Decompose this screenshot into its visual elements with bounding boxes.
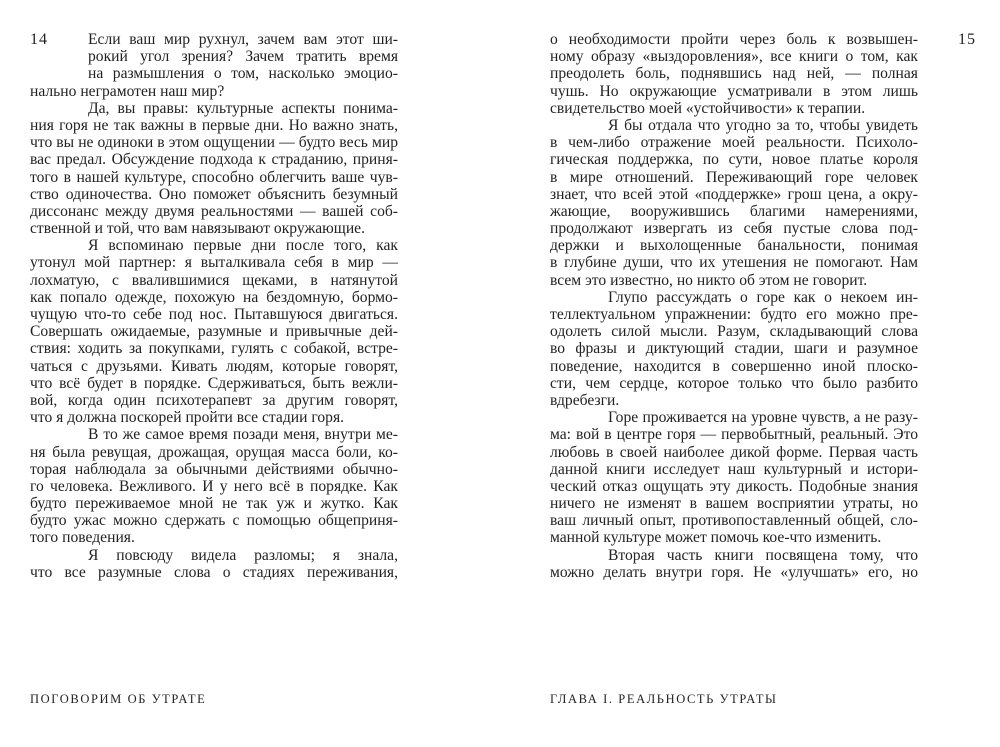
text-line: будто переживаемое мной не так уж и жутко. Как xyxy=(30,495,398,513)
text-line: нально неграмотен наш мир? xyxy=(30,82,225,100)
text-line: знает, что всей этой «поддержке» грош цена, а окру- xyxy=(550,185,918,203)
text-line: Я вспоминаю первые дни после того, как xyxy=(88,237,398,255)
text-line: данной книги исследует наш культурный и истори- xyxy=(550,460,918,478)
text-line: что всё будет в порядке. Сдерживаться, быть вежли- xyxy=(30,374,398,392)
text-line: ственной и той, что вам навязывают окружающие. xyxy=(30,220,365,238)
body-text xyxy=(550,31,918,581)
text-line: го человека. Вежливого. И у него всё в порядке. Как xyxy=(30,477,398,495)
text-line: как попало одежде, похожую на бездомную, бормо- xyxy=(30,288,398,306)
running-footer: ПОГОВОРИМ ОБ УТРАТЕ xyxy=(30,692,207,706)
text-line: преодолеть боль, поднявшись над ней, — полная xyxy=(550,65,918,83)
text-line: В то же самое время позади меня, внутри ме- xyxy=(88,426,398,444)
text-line: в мире отношений. Переживающий горе человек xyxy=(550,168,918,186)
page-number: 14 xyxy=(30,31,48,48)
text-line: Вторая часть книги посвящена тому, что xyxy=(608,546,918,564)
text-line: продолжают извергать из себя пустые слова под- xyxy=(550,220,918,238)
text-line: Совершать ожидаемые, разумные и привычные дей- xyxy=(30,323,398,341)
text-line: можно делать внутри горя. Не «улучшать» его, но xyxy=(550,563,918,581)
text-line: на размышления о том, насколько эмоцио- xyxy=(88,65,398,83)
text-line: гическая поддержка, по сути, новое платье короля xyxy=(550,151,918,169)
text-line: ному образу «выздоровления», все книги о том, как xyxy=(550,48,918,66)
text-line: теллектуальном упражнении: будто его можно пре- xyxy=(550,306,918,323)
text-line: будто ужас можно сдержать с помощью общеприня- xyxy=(30,512,398,530)
text-line: утонул мой партнер: я выталкивала себя в мир — xyxy=(30,254,398,272)
page-number: 15 xyxy=(958,31,976,48)
running-footer: ГЛАВА I. РЕАЛЬНОСТЬ УТРАТЫ xyxy=(550,692,778,706)
text-line: ческий отказ ощущать эту дикость. Подобные знания xyxy=(550,477,918,495)
text-line: торая наблюдала за обычными действиями обычно- xyxy=(30,460,398,478)
text-line: вой, когда один психотерапевт за другим говорят, xyxy=(30,391,398,409)
text-line: держки и выхолощенные банальности, понимая xyxy=(550,237,918,255)
text-line: чаться с друзьями. Кивать людям, которые говорят, xyxy=(30,357,398,375)
text-line: ничего не изменят в вашем восприятии утраты, но xyxy=(550,495,918,513)
text-line: диссонанс между двумя реальностями — вашей соб- xyxy=(30,202,398,220)
text-line: чушь. Но окружающие усматривали в этом лишь xyxy=(550,82,918,100)
text-line: Да, вы правы: культурные аспекты понима- xyxy=(88,99,398,117)
text-line: вас предал. Обсуждение подхода к страданию, приня- xyxy=(30,151,398,169)
text-line: ваш личный опыт, противопоставленный общей, сло- xyxy=(550,512,918,530)
text-line: ство одиночества. Оно поможет объяснить безумный xyxy=(30,185,398,203)
text-line: рокий угол зрения? Зачем тратить время xyxy=(88,48,398,66)
text-line: манной культуре может помочь кое-что изменить. xyxy=(550,529,882,547)
text-line: того в нашей культуре, способно облегчить ваше чув- xyxy=(30,168,398,186)
text-line: ния горя не так важны в первые дни. Но важно знать, xyxy=(30,116,398,134)
body-text xyxy=(30,31,398,581)
text-line: Глупо рассуждать о горе как о некоем ин- xyxy=(608,288,918,306)
text-line: всем это известно, но никто об этом не говорит. xyxy=(550,271,868,289)
text-line: одолеть силой мысли. Разум, складывающий слова xyxy=(550,323,918,341)
text-line: любовь в своей наиболее дикой форме. Первая часть xyxy=(550,443,918,461)
text-line: Я повсюду видела разломы; я знала, xyxy=(88,546,398,564)
text-line: Если ваш мир рухнул, зачем вам этот ши- xyxy=(88,31,398,48)
text-line: ма: вой в центре горя — первобытный, реальный. Это xyxy=(550,426,918,444)
right-page xyxy=(500,0,1000,747)
text-line: ня была ревущая, дрожащая, орущая масса боли, ко- xyxy=(30,443,398,461)
text-line: чущую что-то себе под нос. Пытавшуюся двигаться. xyxy=(30,306,398,323)
text-line: во фразы и диктующий стадии, шаги и разумное xyxy=(550,340,918,358)
text-line: жающие, вооружившись благими намерениями, xyxy=(550,202,918,220)
text-line: что все разумные слова о стадиях переживания, xyxy=(30,563,398,581)
text-line: сти, чем сердце, которое только что было разбито xyxy=(550,374,918,392)
text-line: поведение, находится в совершенно иной плоско- xyxy=(550,357,918,375)
text-line: о необходимости пройти через боль к возвышен- xyxy=(550,31,918,48)
text-line: в чем-либо отражение моей реальности. Психоло- xyxy=(550,134,918,152)
text-line: что вы не одиноки в этом ощущении — будто весь мир xyxy=(30,134,398,152)
text-line: вдребезги. xyxy=(550,391,620,409)
text-line: что я должна поскорей пройти все стадии горя. xyxy=(30,409,345,427)
text-line: Я бы отдала что угодно за то, чтобы увидеть xyxy=(608,116,918,134)
text-line: ствия: ходить за покупками, гулять с собакой, встре- xyxy=(30,340,398,358)
text-line: лохматую, с ввалившимися щеками, в натянутой xyxy=(30,271,398,289)
text-line: в глубине души, что их утешения не помогают. Нам xyxy=(550,254,918,272)
text-line: свидетельство моей «устойчивости» к терапии. xyxy=(550,99,866,117)
text-line: того поведения. xyxy=(30,529,135,547)
text-line: Горе проживается на уровне чувств, а не разу- xyxy=(608,409,918,427)
